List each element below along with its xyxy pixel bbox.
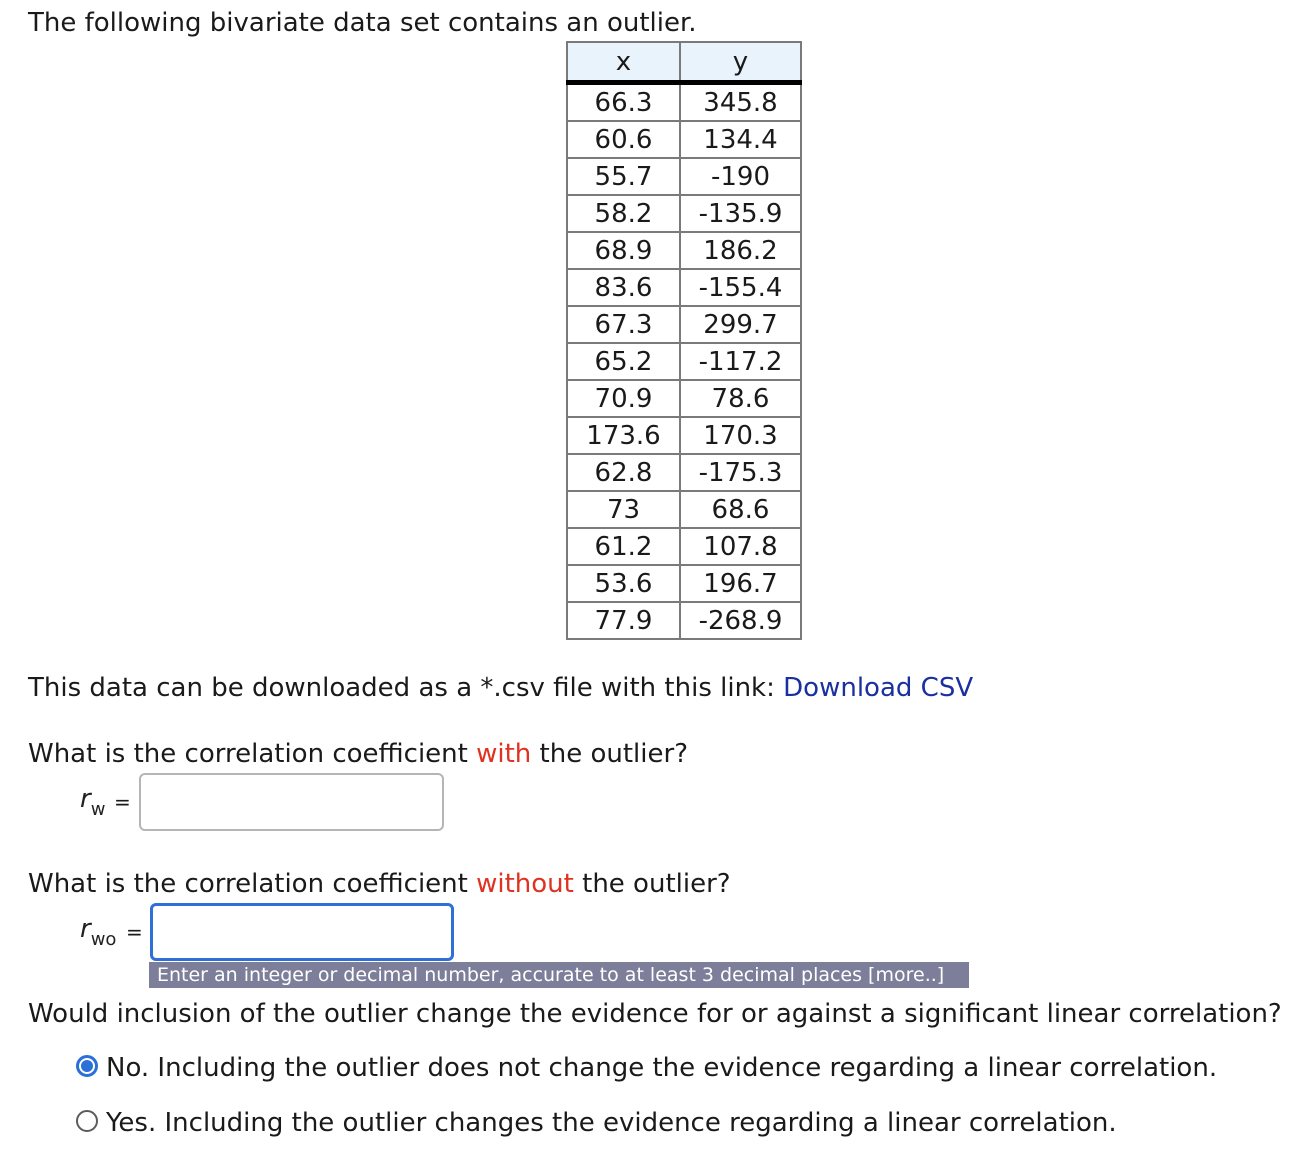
cell-x: 53.6	[567, 565, 680, 602]
rwo-label	[80, 914, 117, 950]
table-row	[567, 602, 801, 639]
option-yes[interactable]	[76, 1106, 1117, 1140]
cell-y: -175.3	[680, 454, 801, 491]
download-csv-link[interactable]: Download CSV	[783, 673, 974, 703]
table-row	[567, 491, 801, 528]
question-without-outlier	[28, 867, 731, 901]
cell-x: 55.7	[567, 158, 680, 195]
radio-yes[interactable]	[76, 1110, 98, 1132]
cell-x: 65.2	[567, 343, 680, 380]
table-row	[567, 306, 801, 343]
q1-pre: What is the correlation coefficient	[28, 739, 477, 769]
option-yes-label: Yes. Including the outlier changes the evidence regarding a linear correlation.	[106, 1108, 1117, 1138]
q2-post: the outlier?	[573, 869, 731, 899]
cell-x: 66.3	[567, 83, 680, 122]
rwo-sub: wo	[90, 929, 117, 950]
rw-sub: w	[90, 799, 106, 820]
option-no-label: No. Including the outlier does not change the evidence regarding a linear correlation.	[106, 1053, 1218, 1083]
table-row	[567, 380, 801, 417]
rw-input[interactable]	[139, 773, 444, 831]
table-row	[567, 195, 801, 232]
table-row	[567, 528, 801, 565]
cell-y: -117.2	[680, 343, 801, 380]
table-row	[567, 269, 801, 306]
cell-y: 345.8	[680, 83, 801, 122]
cell-x: 173.6	[567, 417, 680, 454]
table-row	[567, 158, 801, 195]
cell-y: 299.7	[680, 306, 801, 343]
table-row	[567, 83, 801, 122]
q2-pre: What is the correlation coefficient	[28, 869, 477, 899]
cell-x: 68.9	[567, 232, 680, 269]
cell-x: 62.8	[567, 454, 680, 491]
header-x: x	[567, 42, 680, 83]
cell-y: 134.4	[680, 121, 801, 158]
q2-emph: without	[476, 869, 574, 899]
input-hint[interactable]: Enter an integer or decimal number, accurate to at least 3 decimal places [more..]	[149, 962, 969, 988]
cell-y: -155.4	[680, 269, 801, 306]
option-no[interactable]	[76, 1051, 1217, 1085]
question-with-outlier	[28, 737, 688, 771]
cell-y: -190	[680, 158, 801, 195]
question-significance: Would inclusion of the outlier change the evidence for or against a significant linear correlation?	[28, 999, 1282, 1029]
cell-x: 77.9	[567, 602, 680, 639]
cell-y: 78.6	[680, 380, 801, 417]
table-row	[567, 343, 801, 380]
download-line	[28, 671, 973, 705]
cell-y: 196.7	[680, 565, 801, 602]
radio-no[interactable]	[76, 1055, 98, 1077]
table-row	[567, 232, 801, 269]
cell-x: 58.2	[567, 195, 680, 232]
cell-x: 73	[567, 491, 680, 528]
table-header-row	[567, 42, 801, 83]
table-row	[567, 417, 801, 454]
table-row	[567, 565, 801, 602]
header-y: y	[680, 42, 801, 83]
cell-y: 170.3	[680, 417, 801, 454]
rwo-input[interactable]	[150, 903, 454, 961]
cell-x: 83.6	[567, 269, 680, 306]
table-row	[567, 121, 801, 158]
cell-y: 186.2	[680, 232, 801, 269]
cell-y: -135.9	[680, 195, 801, 232]
cell-x: 70.9	[567, 380, 680, 417]
q1-post: the outlier?	[531, 739, 688, 769]
cell-y: 107.8	[680, 528, 801, 565]
rwo-equals: =	[126, 920, 143, 944]
cell-y: 68.6	[680, 491, 801, 528]
cell-x: 61.2	[567, 528, 680, 565]
q1-emph: with	[476, 739, 532, 769]
rwo-r: r	[80, 914, 91, 944]
table-row	[567, 454, 801, 491]
data-table	[566, 41, 802, 640]
cell-y: -268.9	[680, 602, 801, 639]
intro-text: The following bivariate data set contains an outlier.	[28, 8, 697, 38]
rw-label	[80, 784, 106, 820]
cell-x: 60.6	[567, 121, 680, 158]
rw-equals: =	[114, 790, 131, 814]
download-text: This data can be downloaded as a *.csv file with this link:	[28, 673, 784, 703]
rw-r: r	[80, 784, 91, 814]
cell-x: 67.3	[567, 306, 680, 343]
